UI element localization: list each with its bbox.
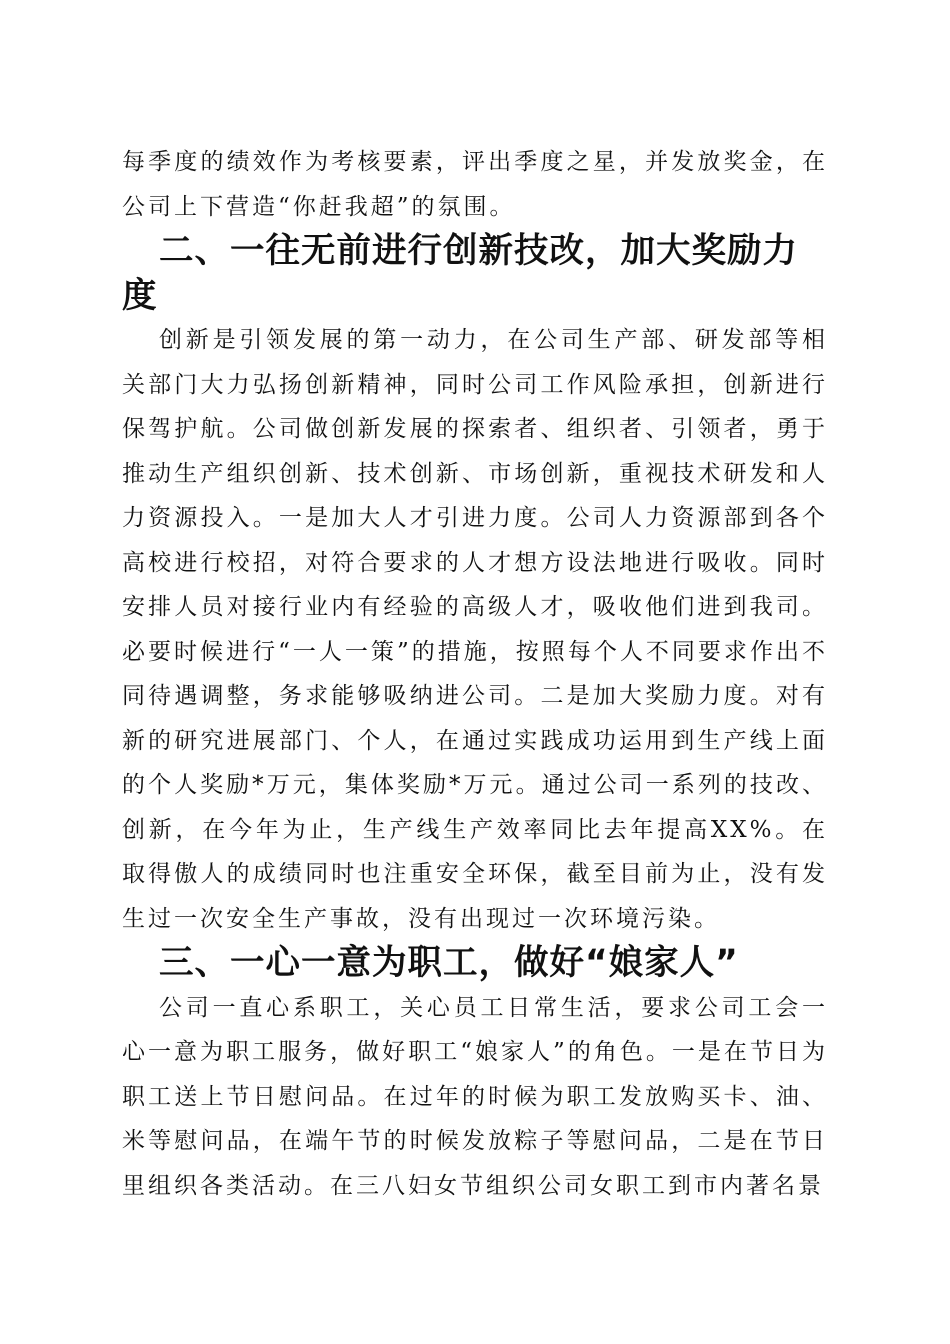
paragraph-employees: 公司一直心系职工，关心员工日常生活，要求公司工会一心一意为职工服务，做好职工“娘家人”的角色。一是在节日为职工送上节日慰问品。在过年的时候为职工发放购买卡、油、米等慰问品，在端午节的时候发放粽子等慰问品，二是在节日里组织各类活动。在三八妇女节组织公司女职工到市内著名景 [122, 994, 828, 1199]
document-body [122, 140, 828, 1208]
section-heading-3: 三、一心一意为职工，做好“娘家人” [159, 943, 739, 983]
paragraph-continuation: 每季度的绩效作为考核要素，评出季度之星，并发放奖金，在公司上下营造“你赶我超”的氛围。 [122, 149, 828, 220]
section-heading-2: 二、一往无前进行创新技改，加大奖励力度 [122, 231, 798, 316]
paragraph-innovation: 创新是引领发展的第一动力，在公司生产部、研发部等相关部门大力弘扬创新精神，同时公司工作风险承担，创新进行保驾护航。公司做创新发展的探索者、组织者、引领者，勇于推动生产组织创新、技术创新、市场创新，重视技术研发和人力资源投入。一是加大人才引进力度。公司人力资源部到各个高校进行校招，对符合要求的人才想方设法地进行吸收。同时安排人员对接行业内有经验的高级人才，吸收他们进到我司。必要时候进行“一人一策”的措施，按照每个人不同要求作出不同待遇调整，务求能够吸纳进公司。二是加大奖励力度。对有新的研究进展部门、个人，在通过实践成功运用到生产线上面的个人奖励*万元，集体奖励*万元。通过公司一系列的技改、创新，在今年为止，生产线生产效率同比去年提高XX%。在取得傲人的成绩同时也注重安全环保，截至目前为止，没有发生过一次安全生产事故，没有出现过一次环境污染。 [122, 327, 828, 932]
